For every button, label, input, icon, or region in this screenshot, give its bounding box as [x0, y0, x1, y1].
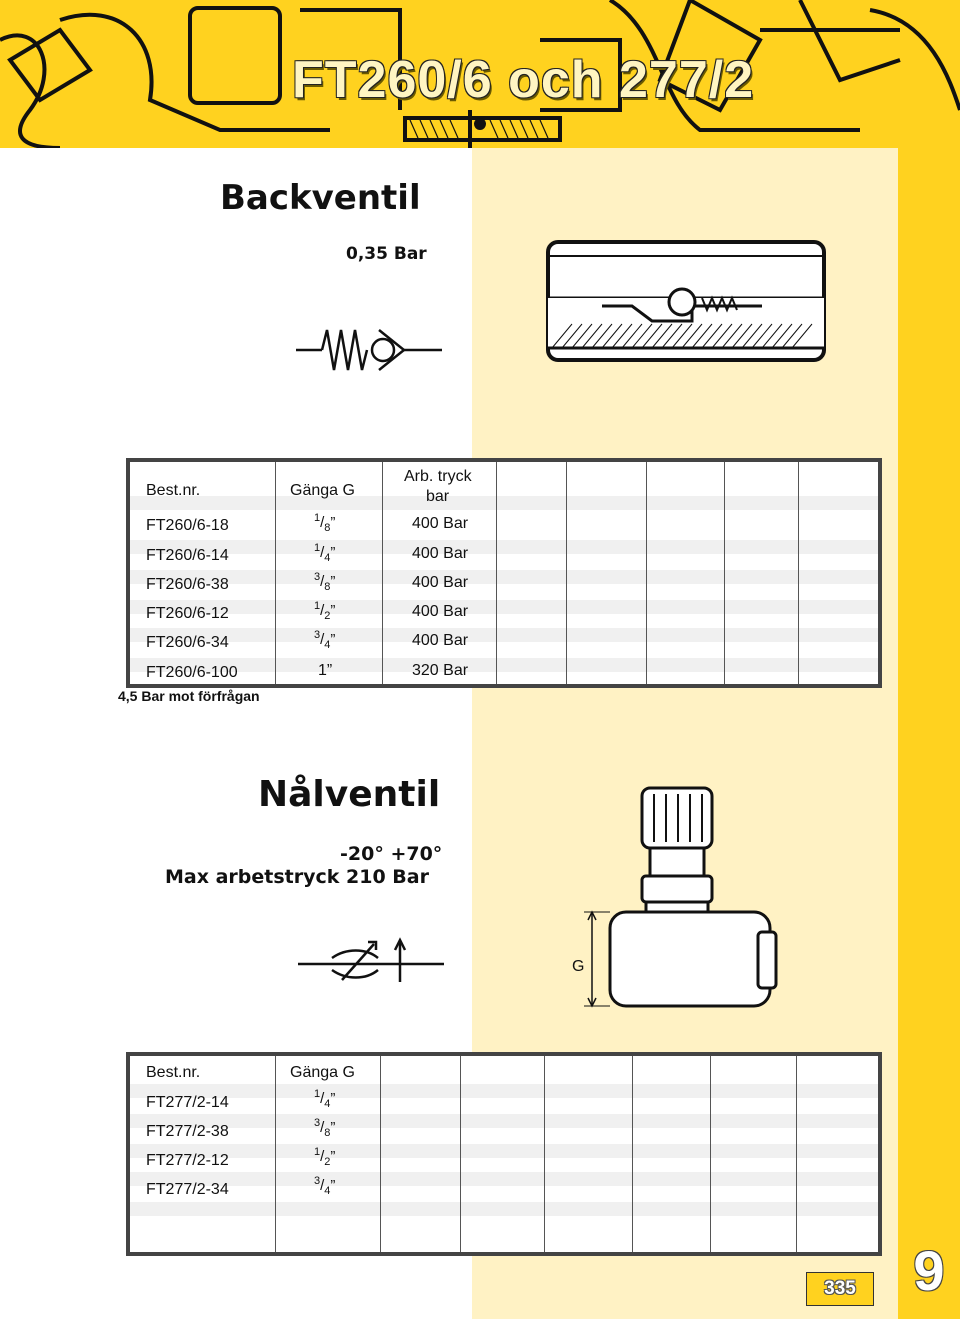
- nalventil-temperature: -20° +70°: [340, 843, 443, 865]
- footnote: 4,5 Bar mot förfrågan: [118, 688, 260, 704]
- table-row-ganga: $^3/_4$”: [314, 1175, 336, 1197]
- table-row-tryck: 400 Bar: [412, 574, 469, 591]
- page-number: 335: [824, 1278, 856, 1299]
- throttle-valve-symbol-icon: [296, 934, 446, 986]
- nalventil-max-pressure: Max arbetstryck 210 Bar: [165, 866, 429, 888]
- backventil-pressure: 0,35 Bar: [346, 244, 427, 264]
- check-valve-symbol-icon: [294, 322, 444, 382]
- table-row-ganga: $^3/_8$”: [314, 571, 336, 593]
- dimension-g-label: G: [572, 958, 585, 975]
- check-valve-drawing: [542, 236, 832, 366]
- backventil-table: [126, 458, 882, 688]
- table-row-tryck: 400 Bar: [412, 603, 469, 620]
- table-row-ganga: $^1/_4$”: [314, 1088, 336, 1110]
- side-strip: [898, 148, 960, 1319]
- col-header-best-nr: Best.nr.: [146, 1064, 201, 1081]
- table-row-best-nr: FT260/6-14: [146, 547, 229, 564]
- page-title: FT260/6 och 277/2: [292, 51, 755, 109]
- table-row-ganga: $^1/_2$”: [314, 1146, 336, 1168]
- col-header-ganga: Gänga G: [290, 482, 355, 499]
- table-row-best-nr: FT260/6-12: [146, 605, 229, 622]
- col-header-best-nr: Best.nr.: [146, 482, 201, 499]
- table-row-tryck: 400 Bar: [412, 515, 469, 532]
- table-row-best-nr: FT277/2-12: [146, 1152, 229, 1169]
- table-row-best-nr: FT277/2-34: [146, 1181, 229, 1198]
- chapter-number: 9: [913, 1239, 945, 1302]
- col-header-tryck: Arb. tryck: [404, 468, 472, 485]
- page-number-box: [806, 1272, 874, 1306]
- needle-valve-drawing: [562, 784, 792, 1014]
- header-band: [0, 0, 960, 148]
- table-row-best-nr: FT277/2-14: [146, 1094, 229, 1111]
- table-row-ganga: 1”: [318, 662, 333, 679]
- table-row-tryck: 400 Bar: [412, 632, 469, 649]
- table-row-best-nr: FT260/6-18: [146, 517, 229, 534]
- nalventil-title: Nålventil: [258, 774, 441, 815]
- table-row-best-nr: FT260/6-34: [146, 634, 229, 651]
- table-row-ganga: $^1/_4$”: [314, 542, 336, 564]
- table-row-ganga: $^1/_2$”: [314, 600, 336, 622]
- table-row-tryck: 400 Bar: [412, 545, 469, 562]
- table-row-ganga: $^3/_4$”: [314, 629, 336, 651]
- table-row-ganga: $^3/_8$”: [314, 1117, 336, 1139]
- backventil-title: Backventil: [220, 178, 421, 218]
- table-row-ganga: $^1/_8$”: [314, 512, 336, 534]
- table-row-tryck: 320 Bar: [412, 662, 469, 679]
- table-row-best-nr: FT277/2-38: [146, 1123, 229, 1140]
- col-header-tryck-unit: bar: [426, 488, 450, 505]
- table-row-best-nr: FT260/6-100: [146, 664, 238, 681]
- nalventil-table: [126, 1052, 882, 1256]
- col-header-ganga: Gänga G: [290, 1064, 355, 1081]
- table-row-best-nr: FT260/6-38: [146, 576, 229, 593]
